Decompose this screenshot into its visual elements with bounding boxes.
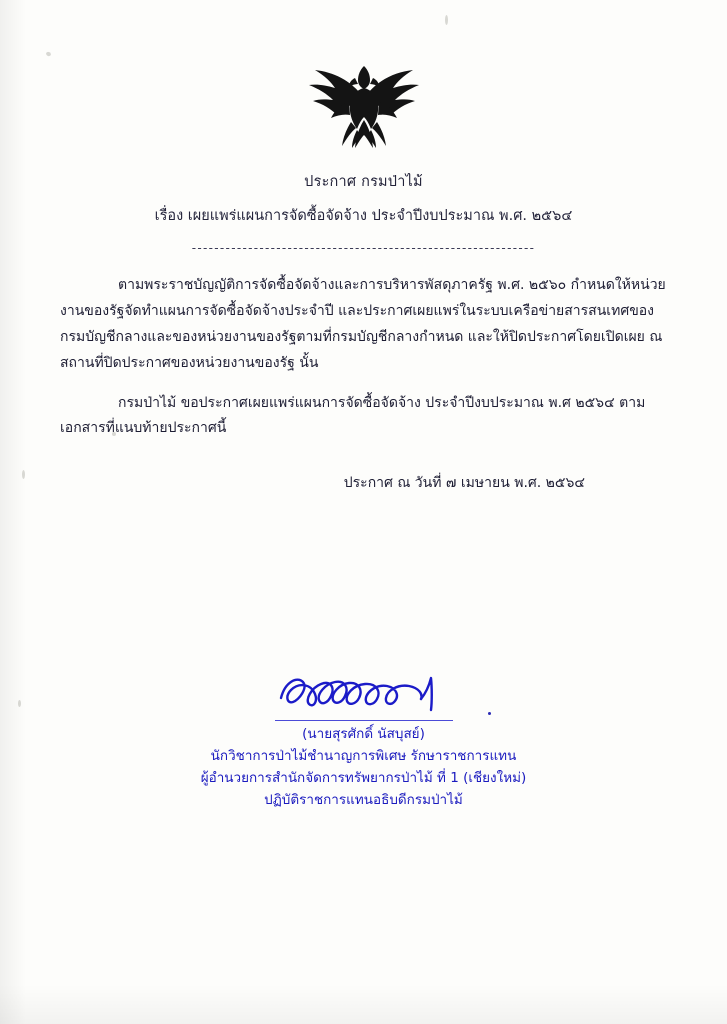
signatory-position-2: ผู้อำนวยการสำนักจัดการทรัพยากรป่าไม้ ที่ 1 (เชียงใหม่) (200, 769, 527, 786)
announce-date: ประกาศ ณ วันที่ ๗ เมษายน พ.ศ. ๒๕๖๔ (343, 475, 585, 492)
scan-speck (22, 470, 25, 479)
scan-speck (445, 15, 448, 25)
handwritten-signature (60, 668, 667, 720)
document-body (60, 170, 667, 808)
garuda-emblem (0, 58, 727, 154)
scan-speck (45, 51, 51, 57)
signatory-position-1: นักวิชาการป่าไม้ชำนาญการพิเศษ รักษาราชการแทน (210, 747, 517, 764)
paragraph-1: ตามพระราชบัญญัติการจัดซื้อจัดจ้างและการบริหารพัสดุภาครัฐ พ.ศ. ๒๕๖๐ กำหนดให้หน่วยงานของรัฐจัดทำแผนการจัดซื้อจัดจ้างประจำปี และประกาศเผยแพร่ในระบบเครือข่ายสารสนเทศของกรมบัญชีกลางและของหน่วยงานของรัฐตามที่กรมบัญชีกลางกำหนด และให้ปิดประกาศโดยเปิดเผย ณ สถานที่ปิดประกาศของหน่วยงานของรัฐ นั้น (60, 277, 666, 371)
paragraph-2: กรมป่าไม้ ขอประกาศเผยแพร่แผนการจัดซื้อจัดจ้าง ประจำปีงบประมาณ พ.ศ ๒๕๖๔ ตามเอกสารที่แนบท้ายประกาศนี้ (60, 394, 646, 437)
page-title: ประกาศ กรมป่าไม้ (304, 174, 423, 190)
divider: ------------------------------------------------------------- (191, 241, 536, 255)
ink-dot (488, 712, 491, 715)
signatory-name: (นายสุรศักดิ์ นัสบุสย์) (302, 726, 425, 742)
document-subject: เรื่อง เผยแพร่แผนการจัดซื้อจัดจ้าง ประจำปีงบประมาณ พ.ศ. ๒๕๖๔ (154, 208, 573, 224)
signature-block (60, 668, 667, 811)
signature-rule (275, 720, 453, 721)
scan-edge-shading-bottom (0, 984, 727, 1024)
scan-speck (18, 700, 21, 707)
signatory-position-3: ปฏิบัติราชการแทนอธิบดีกรมป่าไม้ (264, 791, 463, 808)
